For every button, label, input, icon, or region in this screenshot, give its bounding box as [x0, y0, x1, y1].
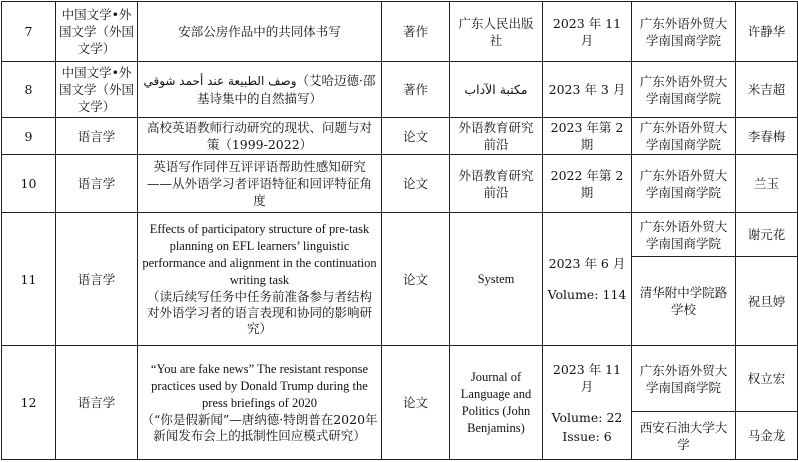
- institution-cell: 广东外语外贸大学南国商学院: [632, 155, 736, 213]
- title-translation: （读后续写任务中任务前准备参与者结构对外语学习者的语言表现和协同的影响研究）: [146, 289, 372, 336]
- row-number: 11: [2, 213, 56, 346]
- category-cell: 语言学: [56, 155, 138, 213]
- type-cell: 论文: [382, 118, 450, 155]
- table-row: [2, 346, 798, 412]
- institution-cell: 西安石油大学大学: [632, 412, 736, 460]
- row-number: 8: [2, 62, 56, 118]
- title-cell: [138, 213, 382, 346]
- title-cell: 安部公房作品中的共同体书写: [138, 2, 382, 62]
- date-cell: [543, 346, 632, 460]
- title-cell: [138, 346, 382, 460]
- date-cell: 2023 年第 2 期: [543, 118, 632, 155]
- issue-label: Issue: 6: [562, 428, 612, 444]
- volume-label: Volume: 22: [551, 409, 623, 425]
- date-cell: 2022 年第 2 期: [543, 155, 632, 213]
- row-number: 10: [2, 155, 56, 213]
- author-cell: 祝旦婷: [736, 257, 798, 346]
- publisher-cell: 广东人民出版社: [450, 2, 543, 62]
- table-row: [2, 62, 798, 118]
- publisher-cell: Journal of Language and Politics (John Benjamins): [450, 346, 543, 460]
- institution-cell: 广东外语外贸大学南国商学院: [632, 2, 736, 62]
- table-row: [2, 118, 798, 155]
- row-number: 7: [2, 2, 56, 62]
- row-number: 12: [2, 346, 56, 460]
- category-cell: 语言学: [56, 118, 138, 155]
- date-cell: 2023 年 3 月: [543, 62, 632, 118]
- author-cell: 米吉超: [736, 62, 798, 118]
- title-cell: [138, 62, 382, 118]
- author-cell: 兰玉: [736, 155, 798, 213]
- type-cell: 论文: [382, 346, 450, 460]
- category-cell: 中国文学•外国文学（外国文学）: [56, 2, 138, 62]
- publisher-cell: System: [450, 213, 543, 346]
- title-translation: （艾哈迈德·邵基诗集中的自然描写）: [196, 73, 376, 106]
- category-cell: 中国文学•外国文学（外国文学）: [56, 62, 138, 118]
- awards-table: [1, 1, 798, 460]
- author-cell: 谢元花: [736, 213, 798, 257]
- institution-cell: 清华附中学院路学校: [632, 257, 736, 346]
- date-cell: [543, 213, 632, 346]
- category-cell: 语言学: [56, 213, 138, 346]
- institution-cell: 广东外语外贸大学南国商学院: [632, 62, 736, 118]
- type-cell: 著作: [382, 2, 450, 62]
- author-cell: 权立宏: [736, 346, 798, 412]
- publisher-cell: مكتبة الآداب: [450, 62, 543, 118]
- table-row: [2, 2, 798, 62]
- institution-cell: 广东外语外贸大学南国商学院: [632, 213, 736, 257]
- date-cell: 2023 年 11 月: [543, 2, 632, 62]
- type-cell: 论文: [382, 213, 450, 346]
- arabic-title: وصف الطبيعة عند أحمد شوقي: [143, 74, 297, 88]
- author-cell: 李春梅: [736, 118, 798, 155]
- title-translation: （“你是假新闻”—唐纳德·特朗普在2020年新闻发布会上的抵制性回应模式研究）: [141, 412, 378, 443]
- publish-date: 2023 年 11 月: [552, 361, 622, 394]
- institution-cell: 广东外语外贸大学南国商学院: [632, 346, 736, 412]
- table-row: [2, 155, 798, 213]
- publish-date: 2023 年 6 月: [548, 256, 626, 271]
- type-cell: 著作: [382, 62, 450, 118]
- category-cell: 语言学: [56, 346, 138, 460]
- author-cell: 许静华: [736, 2, 798, 62]
- publisher-cell: 外语教育研究前沿: [450, 118, 543, 155]
- row-number: 9: [2, 118, 56, 155]
- title-cell: 英语写作同伴互评评语帮助性感知研究——从外语学习者评语特征和回评特征角度: [138, 155, 382, 213]
- author-cell: 马金龙: [736, 412, 798, 460]
- publisher-cell: 外语教育研究前沿: [450, 155, 543, 213]
- type-cell: 论文: [382, 155, 450, 213]
- english-title: Effects of participatory structure of pre-task planning on EFL learners’ linguistic performance and alignment in the continuation writing task: [142, 222, 377, 287]
- institution-cell: 广东外语外贸大学南国商学院: [632, 118, 736, 155]
- title-cell: 高校英语教师行动研究的现状、问题与对策（1999-2022）: [138, 118, 382, 155]
- volume-label: Volume: 114: [547, 287, 627, 302]
- english-title: “You are fake news” The resistant response practices used by Donald Trump during the press briefings of 2020: [150, 362, 369, 410]
- table-row: [2, 213, 798, 257]
